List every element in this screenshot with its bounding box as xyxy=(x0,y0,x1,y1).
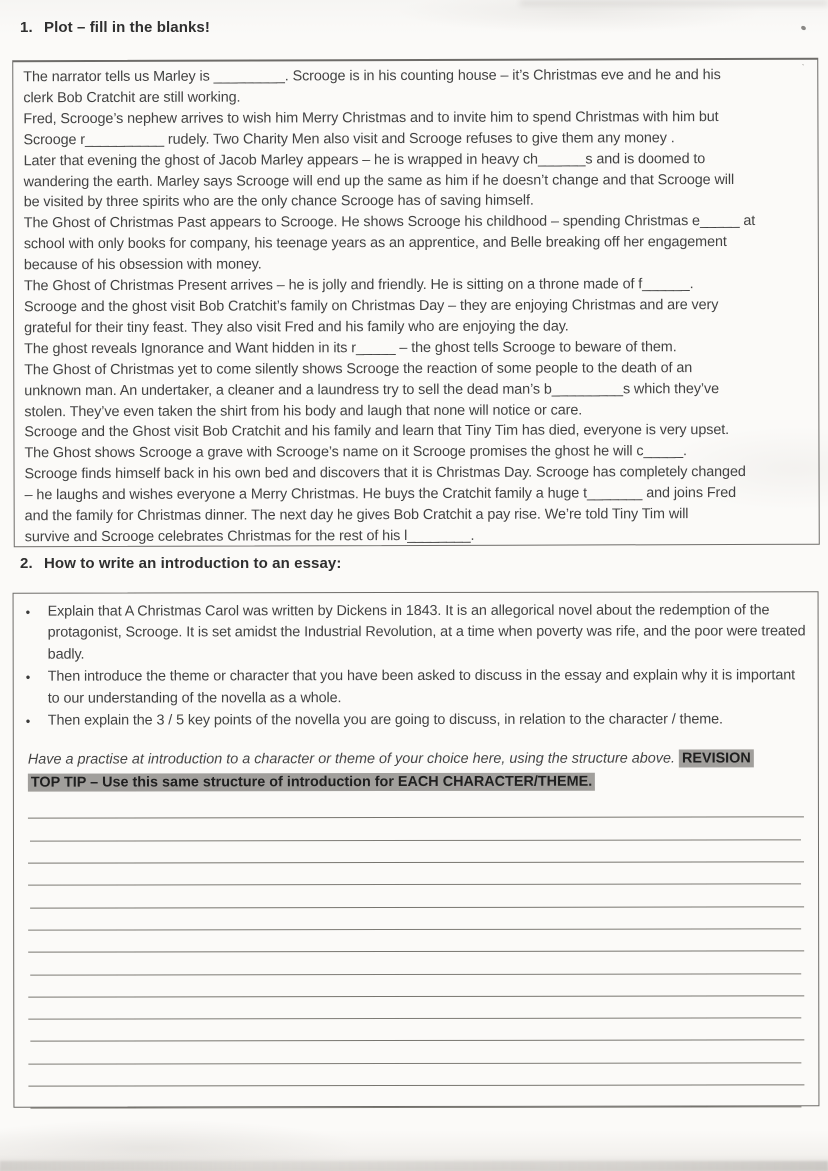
revision-tip-highlight-2: TOP TIP – Use this same structure of introduction for EACH CHARACTER/THEME. xyxy=(28,773,595,792)
plot-text-line: The Ghost of Christmas yet to come silently shows Scrooge the reaction of some people to the death of an xyxy=(24,359,693,378)
plot-text-line: unknown man. An undertaker, a cleaner and a laundress try to sell the dead man’s b_________s which they’ve xyxy=(24,380,720,399)
bullet-text: Then explain the 3 / 5 key points of the novella you are going to discuss, in relation to the character / theme. xyxy=(47,711,723,729)
bullet-item xyxy=(22,666,808,710)
practice-prompt-line1 xyxy=(28,748,808,772)
bullet-icon: • xyxy=(25,669,31,685)
section2-heading xyxy=(20,555,341,572)
scan-bottom-edge xyxy=(0,1161,828,1171)
section2-number: 2. xyxy=(20,555,33,572)
writing-rule-line xyxy=(28,1017,801,1019)
writing-rule-line xyxy=(28,817,804,819)
scan-speck xyxy=(800,25,806,31)
writing-rule-line xyxy=(28,928,801,930)
plot-text-line: Scrooge and the Ghost visit Bob Cratchit and his family and learn that Tiny Tim has died, everyone is very upset. xyxy=(24,422,730,441)
section1-heading xyxy=(20,19,210,36)
writing-lines-area xyxy=(28,808,805,1109)
plot-text-line: The Ghost of Christmas Past appears to Scrooge. He shows Scrooge his childhood – spending Christmas e_____ at xyxy=(23,213,756,232)
plot-text-line: Later that evening the ghost of Jacob Marley appears – he is wrapped in heavy ch______s and is doomed to xyxy=(23,150,706,169)
plot-text-line: – he laughs and wishes everyone a Merry Christmas. He buys the Cratchit family a huge t_______ and joins Fred xyxy=(24,485,737,504)
plot-text-line: school with only books for company, his teenage years as an apprentice, and Belle breaking off her engagement xyxy=(23,234,727,253)
bullet-text: Explain that A Christmas Carol was written by Dickens in 1843. It is an allegorical novel about the redemption of the protagonist, Scrooge. It is set amidst the Industrial Revolution, at a time when poverty was rife, and the poor were treated badly. xyxy=(47,602,806,663)
writing-rule-line xyxy=(28,1062,801,1064)
practice-prompt xyxy=(28,748,808,795)
plot-summary-text xyxy=(23,65,811,548)
section2-title: How to write an introduction to an essay: xyxy=(44,555,342,572)
writing-rule-line xyxy=(30,839,801,841)
plot-text-line: clerk Bob Cratchit are still working. xyxy=(23,89,241,107)
section1-title: Plot – fill in the blanks! xyxy=(44,19,210,36)
plot-text-line: wandering the earth. Marley says Scrooge will end up the same as him if he doesn’t change and that Scrooge will xyxy=(23,171,735,190)
plot-text-line: Scrooge r__________ rudely. Two Charity Men also visit and Scrooge refuses to give them any money . xyxy=(23,129,675,148)
plot-text-line: Scrooge and the ghost visit Bob Cratchit’s family on Christmas Day – they are enjoying Christmas and are very xyxy=(23,297,719,316)
bullet-icon: • xyxy=(25,713,31,729)
writing-rule-line xyxy=(30,906,804,908)
bullet-item xyxy=(22,600,808,666)
writing-rule-line xyxy=(30,1040,804,1042)
intro-instructions-box xyxy=(13,591,820,1107)
plot-text-line: be visited by three spirits who are the only chance Scrooge has of saving himself. xyxy=(23,193,534,211)
writing-rule-line xyxy=(28,861,804,863)
plot-text-line: grateful for their tiny feast. They also visit Fred and his family who are enjoying the day. xyxy=(24,318,569,337)
writing-rule-line xyxy=(28,1084,804,1086)
plot-text-line: because of his obsession with money. xyxy=(23,256,262,274)
practice-prompt-line2 xyxy=(28,771,808,795)
practice-prompt-italic-text: Have a practise at introduction to a character or theme of your choice here, using the structure above. xyxy=(27,750,679,769)
plot-summary-box xyxy=(12,58,820,548)
bullet-icon: • xyxy=(25,604,31,620)
plot-text-line: Scrooge finds himself back in his own bed and discovers that it is Christmas Day. Scrooge has completely changed xyxy=(24,464,746,483)
plot-text-line: Fred, Scrooge’s nephew arrives to wish him Merry Christmas and to invite him to spend Christmas with him but xyxy=(23,108,719,128)
plot-text-line: stolen. They’ve even taken the shirt from his body and laugh that none will notice or care. xyxy=(24,401,583,420)
writing-rule-line xyxy=(28,951,804,953)
revision-tip-highlight-1: REVISION xyxy=(679,750,754,768)
plot-text-line: survive and Scrooge celebrates Christmas for the rest of his l________. xyxy=(24,527,475,546)
plot-text-line: and the family for Christmas dinner. The next day he gives Bob Cratchit a pay rise. We’re told Tiny Tim will xyxy=(24,506,689,525)
bullet-item xyxy=(22,709,808,732)
bullet-text: Then introduce the theme or character that you have been asked to discuss in the essay and explain why it is important to our understanding of the novella as a whole. xyxy=(47,667,796,707)
plot-text-line: The ghost reveals Ignorance and Want hidden in its r_____ – the ghost tells Scrooge to beware of them. xyxy=(24,338,677,358)
scan-edge-smudge xyxy=(520,0,828,6)
writing-rule-line xyxy=(30,1107,801,1109)
plot-text-line: The Ghost shows Scrooge a grave with Scrooge’s name on it Scrooge promises the ghost he will c_____. xyxy=(24,443,687,462)
plot-text-line: The Ghost of Christmas Present arrives – he is jolly and friendly. He is sitting on a throne made of f______. xyxy=(23,276,694,295)
plot-text-line: The narrator tells us Marley is _________. Scrooge is in his counting house – it’s Christmas eve and he and his xyxy=(23,67,721,86)
intro-bullet-list xyxy=(22,600,808,732)
writing-rule-line xyxy=(30,973,801,975)
section1-number: 1. xyxy=(20,19,33,36)
writing-rule-line xyxy=(28,995,804,997)
writing-rule-line xyxy=(28,884,801,886)
